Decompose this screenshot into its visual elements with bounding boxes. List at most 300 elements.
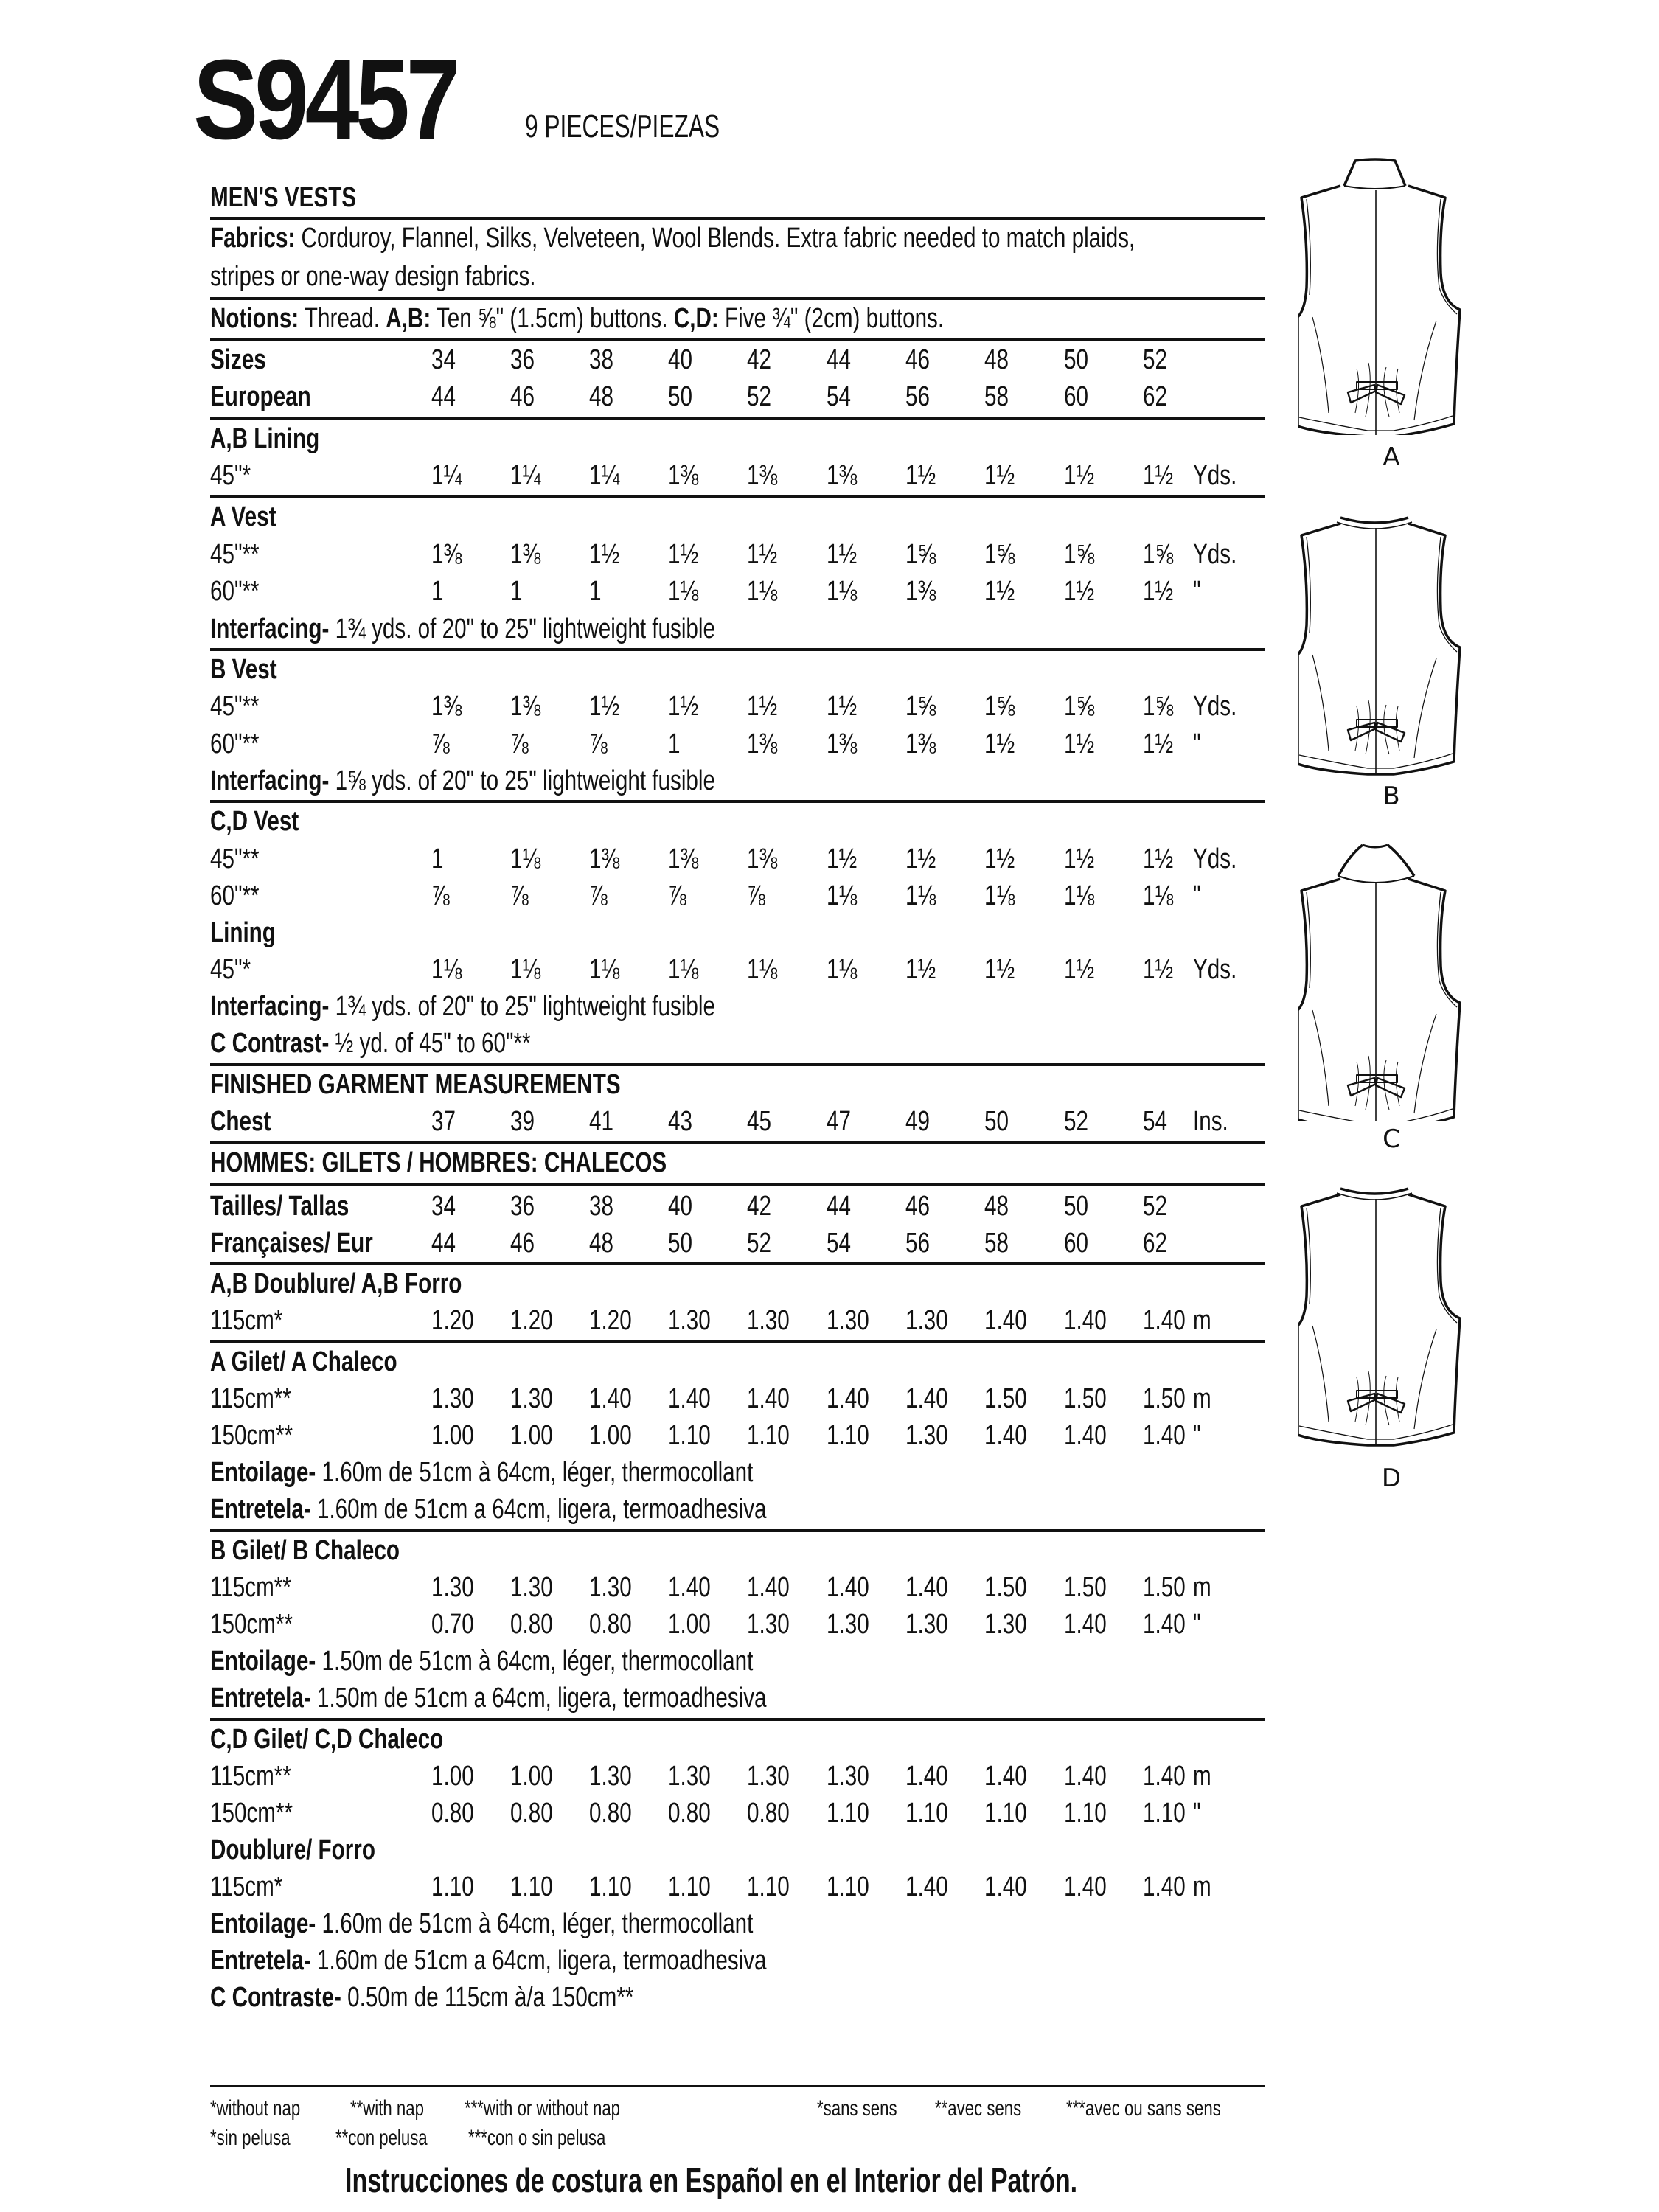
footnote-en-3: ***with or without nap [465, 2096, 621, 2121]
a-gilet-title: A Gilet/ A Chaleco [210, 1346, 397, 1377]
view-b-illustration [1298, 509, 1482, 793]
row-label: 45"** [210, 691, 260, 722]
cell-size-2: 1.00 [510, 1761, 553, 1792]
cell-size-2: 1.30 [510, 1383, 553, 1414]
cell-size-5: 1⅛ [747, 954, 778, 985]
cell-size-7: 56 [905, 1228, 930, 1259]
cell-size-3: 48 [589, 381, 613, 412]
cell-size-9: 50 [1064, 344, 1088, 375]
cell-size-2: 1 [510, 576, 523, 607]
cell-size-3: 1 [589, 576, 602, 607]
cell-size-4: 1⅛ [668, 576, 699, 607]
european-row [210, 378, 1279, 415]
cell-size-8: 1.40 [984, 1761, 1027, 1792]
cell-size-8: 1⅝ [984, 691, 1015, 722]
row-label: Sizes [210, 344, 266, 375]
cell-size-3: 1⅜ [589, 844, 620, 874]
a-vest-interfacing-label: Interfacing- [210, 613, 330, 644]
cell-size-6: 1½ [827, 844, 858, 874]
cell-size-5: 0.80 [747, 1798, 790, 1829]
cell-size-6: 1⅛ [827, 576, 858, 607]
cell-size-7: 1⅝ [905, 539, 936, 570]
cell-size-6: 1.10 [827, 1871, 869, 1902]
cell-size-3: 1¼ [589, 460, 620, 491]
b-vest-interfacing-text: 1⅝ yds. of 20" to 25" lightweight fusible [335, 765, 715, 796]
notions-thread: Thread. [304, 303, 380, 334]
cell-size-1: 1 [431, 844, 444, 874]
b-vest-title: B Vest [210, 654, 277, 685]
cell-size-7: 46 [905, 1191, 930, 1222]
a-gilet-entretela-label: Entretela- [210, 1494, 311, 1525]
cell-size-1: 1.00 [431, 1420, 474, 1451]
cell-size-5: 1.10 [747, 1420, 790, 1451]
footnote-fr-1: *sans sens [817, 2096, 897, 2121]
cd-lining-45-row [210, 951, 1279, 988]
row-unit: " [1193, 880, 1201, 911]
cell-size-10: 1.40 [1143, 1871, 1186, 1902]
row-unit: " [1193, 728, 1201, 759]
cell-size-2: 1⅛ [510, 954, 541, 985]
cell-size-3: 1½ [589, 539, 620, 570]
cell-size-3: ⅞ [589, 728, 608, 759]
notions-cd-text: Five ¾" (2cm) buttons. [724, 303, 945, 334]
cell-size-5: 1.10 [747, 1871, 790, 1902]
b-gilet-entoilage [210, 1643, 753, 1680]
cell-size-9: 1½ [1064, 576, 1095, 607]
c-contraste-text: 0.50m de 115cm à/a 150cm** [347, 1982, 634, 2013]
row-label: 45"* [210, 954, 251, 985]
a-vest-45-row [210, 536, 1279, 573]
c-contrast [210, 1025, 531, 1062]
footnote-fr-2: **avec sens [935, 2096, 1022, 2121]
footnote-divider [210, 2085, 1265, 2087]
cell-size-9: 1½ [1064, 844, 1095, 874]
cell-size-10: 1½ [1143, 460, 1174, 491]
cell-size-6: 1.40 [827, 1383, 869, 1414]
view-d-illustration [1298, 1180, 1482, 1464]
cell-size-6: 1½ [827, 539, 858, 570]
cell-size-7: 1.40 [905, 1871, 948, 1902]
cell-size-3: 38 [589, 1191, 613, 1222]
row-unit: Yds. [1193, 539, 1237, 570]
fabrics-line-2: stripes or one-way design fabrics. [210, 261, 536, 292]
cell-size-10: 1⅛ [1143, 880, 1174, 911]
cell-size-6: 1.10 [827, 1798, 869, 1829]
b-vest-45-row [210, 688, 1279, 725]
row-label: Chest [210, 1106, 271, 1137]
cell-size-8: 1.40 [984, 1420, 1027, 1451]
cell-size-6: 44 [827, 1191, 851, 1222]
cell-size-10: 1.40 [1143, 1420, 1186, 1451]
c-contraste [210, 1979, 633, 2016]
cell-size-8: 1½ [984, 844, 1015, 874]
cell-size-3: 1.30 [589, 1572, 632, 1603]
cell-size-1: 0.70 [431, 1609, 474, 1640]
cell-size-1: 1⅜ [431, 539, 462, 570]
cd-doublure-title: Doublure/ Forro [210, 1834, 375, 1865]
cell-size-8: 1⅝ [984, 539, 1015, 570]
a-gilet-entoilage-label: Entoilage- [210, 1457, 316, 1488]
cell-size-9: 1⅝ [1064, 539, 1095, 570]
row-unit: m [1193, 1572, 1211, 1603]
cell-size-7: 1⅜ [905, 728, 936, 759]
cell-size-6: 1⅜ [827, 728, 858, 759]
row-unit: " [1193, 1609, 1201, 1640]
cell-size-4: 0.80 [668, 1798, 711, 1829]
cell-size-3: 0.80 [589, 1798, 632, 1829]
cell-size-4: 40 [668, 344, 692, 375]
cell-size-5: 42 [747, 344, 771, 375]
row-label: 115cm* [210, 1305, 283, 1336]
cd-gilet-entretela [210, 1942, 767, 1979]
cell-size-3: 1.30 [589, 1761, 632, 1792]
fabrics-line-1 [210, 220, 1135, 257]
notions-ab-text: Ten ⅝" (1.5cm) buttons. [436, 303, 668, 334]
cell-size-8: 48 [984, 344, 1009, 375]
fabrics-label: Fabrics: [210, 223, 296, 254]
cell-size-1: 37 [431, 1106, 456, 1137]
cell-size-7: 49 [905, 1106, 930, 1137]
cell-size-3: 1⅛ [589, 954, 620, 985]
cd-gilet-entretela-label: Entretela- [210, 1945, 311, 1976]
cell-size-2: 46 [510, 381, 535, 412]
cell-size-5: 1⅜ [747, 844, 778, 874]
row-unit: Yds. [1193, 954, 1237, 985]
cell-size-3: 1.10 [589, 1871, 632, 1902]
cell-size-2: 1¼ [510, 460, 541, 491]
cell-size-1: ⅞ [431, 880, 450, 911]
cell-size-10: 1½ [1143, 576, 1174, 607]
divider [210, 1183, 1265, 1186]
cell-size-2: 1.30 [510, 1572, 553, 1603]
cd-gilet-115-row [210, 1758, 1279, 1795]
b-gilet-115-row [210, 1569, 1279, 1606]
cd-vest-60-row [210, 877, 1279, 914]
row-unit: Yds. [1193, 844, 1237, 874]
cd-gilet-entretela-text: 1.60m de 51cm a 64cm, ligera, termoadhesiva [316, 1945, 767, 1976]
cell-size-6: 54 [827, 381, 851, 412]
cell-size-10: 1.50 [1143, 1383, 1186, 1414]
cell-size-6: 1⅜ [827, 460, 858, 491]
cell-size-8: 58 [984, 1228, 1009, 1259]
cell-size-2: 1.00 [510, 1420, 553, 1451]
cell-size-10: 1.40 [1143, 1609, 1186, 1640]
row-label: 115cm** [210, 1761, 291, 1792]
tailles-row [210, 1188, 1279, 1225]
view-label-b: B [1382, 782, 1400, 811]
cell-size-2: ⅞ [510, 880, 529, 911]
cell-size-7: 1.30 [905, 1305, 948, 1336]
row-label: 150cm** [210, 1609, 293, 1640]
cd-vest-interfacing-label: Interfacing- [210, 991, 330, 1022]
cell-size-6: 54 [827, 1228, 851, 1259]
row-unit: m [1193, 1383, 1211, 1414]
cell-size-4: 1½ [668, 539, 699, 570]
cell-size-6: 1.30 [827, 1305, 869, 1336]
cell-size-1: 44 [431, 1228, 456, 1259]
cell-size-5: 1⅛ [747, 576, 778, 607]
c-contraste-label: C Contraste- [210, 1982, 341, 2013]
cell-size-9: 50 [1064, 1191, 1088, 1222]
cell-size-8: 1.50 [984, 1383, 1027, 1414]
notions-cd-label: C,D: [673, 303, 719, 334]
ab-doublure-115-row [210, 1302, 1279, 1339]
cell-size-9: 52 [1064, 1106, 1088, 1137]
cell-size-5: 1½ [747, 691, 778, 722]
cd-gilet-entoilage-text: 1.60m de 51cm à 64cm, léger, thermocollant [321, 1908, 754, 1939]
sizes-row [210, 341, 1279, 378]
cell-size-4: 50 [668, 381, 692, 412]
row-label: Françaises/ Eur [210, 1228, 373, 1259]
cell-size-3: 0.80 [589, 1609, 632, 1640]
cell-size-7: 1.40 [905, 1572, 948, 1603]
cell-size-3: 1.40 [589, 1383, 632, 1414]
cell-size-8: 1.30 [984, 1609, 1027, 1640]
francaises-row [210, 1225, 1279, 1262]
row-label: Tailles/ Tallas [210, 1191, 349, 1222]
ab-lining-45-row [210, 457, 1279, 494]
cell-size-3: 48 [589, 1228, 613, 1259]
cell-size-7: 1.30 [905, 1420, 948, 1451]
cell-size-5: 1⅜ [747, 728, 778, 759]
cell-size-6: 44 [827, 344, 851, 375]
cell-size-4: 1.40 [668, 1383, 711, 1414]
cell-size-8: 1⅛ [984, 880, 1015, 911]
footnote-fr-3: ***avec ou sans sens [1066, 2096, 1221, 2121]
cell-size-6: 1⅛ [827, 954, 858, 985]
view-label-d: D [1381, 1464, 1402, 1493]
cell-size-2: 0.80 [510, 1609, 553, 1640]
row-label: 45"** [210, 844, 260, 874]
cell-size-3: 1.20 [589, 1305, 632, 1336]
pattern-number: S9457 [193, 36, 457, 163]
notions-label: Notions: [210, 303, 299, 334]
cell-size-1: 1⅛ [431, 954, 462, 985]
cell-size-4: 1⅜ [668, 844, 699, 874]
b-gilet-entoilage-label: Entoilage- [210, 1646, 316, 1677]
cd-gilet-title: C,D Gilet/ C,D Chaleco [210, 1724, 444, 1755]
row-label: 115cm** [210, 1572, 291, 1603]
footnote-es-2: **con pelusa [335, 2126, 428, 2150]
cell-size-8: 1.40 [984, 1305, 1027, 1336]
cell-size-7: 1⅜ [905, 576, 936, 607]
row-label: 45"* [210, 460, 251, 491]
cell-size-6: 1.30 [827, 1761, 869, 1792]
cell-size-3: 1.00 [589, 1420, 632, 1451]
cell-size-8: 58 [984, 381, 1009, 412]
cell-size-6: 1.10 [827, 1420, 869, 1451]
view-c-illustration [1298, 841, 1482, 1124]
b-gilet-entretela-label: Entretela- [210, 1683, 311, 1714]
cell-size-10: 1½ [1143, 954, 1174, 985]
footnote-es-1: *sin pelusa [210, 2126, 291, 2150]
footnote-en-1: *without nap [210, 2096, 301, 2121]
row-label: 115cm** [210, 1383, 291, 1414]
cell-size-3: 38 [589, 344, 613, 375]
row-unit: Ins. [1193, 1106, 1228, 1137]
cell-size-10: 1⅝ [1143, 691, 1174, 722]
divider [210, 417, 1265, 420]
cell-size-2: 39 [510, 1106, 535, 1137]
cell-size-2: ⅞ [510, 728, 529, 759]
cell-size-1: 44 [431, 381, 456, 412]
cell-size-4: 1.10 [668, 1420, 711, 1451]
cell-size-9: 1⅝ [1064, 691, 1095, 722]
finished-measurements-title: FINISHED GARMENT MEASUREMENTS [210, 1069, 621, 1100]
b-gilet-title: B Gilet/ B Chaleco [210, 1535, 400, 1566]
cell-size-9: 1.50 [1064, 1572, 1107, 1603]
cell-size-1: 1¼ [431, 460, 462, 491]
cell-size-6: 47 [827, 1106, 851, 1137]
cell-size-8: 1.40 [984, 1871, 1027, 1902]
cell-size-1: 1.10 [431, 1871, 474, 1902]
cell-size-7: 1½ [905, 844, 936, 874]
cell-size-5: 1.40 [747, 1383, 790, 1414]
cell-size-10: 1⅝ [1143, 539, 1174, 570]
cell-size-2: 1⅜ [510, 539, 541, 570]
section-title-mens-vests: MEN'S VESTS [210, 182, 357, 213]
cell-size-5: ⅞ [747, 880, 765, 911]
vest-back-stand-collar-icon [1298, 425, 1482, 438]
a-vest-interfacing-text: 1¾ yds. of 20" to 25" lightweight fusible [335, 613, 715, 644]
cell-size-4: 1.10 [668, 1871, 711, 1902]
cell-size-2: 1.20 [510, 1305, 553, 1336]
cell-size-4: 1.30 [668, 1305, 711, 1336]
cell-size-9: 1.40 [1064, 1871, 1107, 1902]
cell-size-5: 42 [747, 1191, 771, 1222]
cell-size-10: 1.10 [1143, 1798, 1186, 1829]
cell-size-4: 1.00 [668, 1609, 711, 1640]
cell-size-1: 34 [431, 1191, 456, 1222]
cell-size-2: 46 [510, 1228, 535, 1259]
cell-size-1: 1.00 [431, 1761, 474, 1792]
row-label: 150cm** [210, 1420, 293, 1451]
cell-size-4: 1⅛ [668, 954, 699, 985]
vest-back-plain-neck-icon [1298, 1450, 1482, 1463]
cell-size-2: 1.10 [510, 1871, 553, 1902]
cell-size-1: 1⅜ [431, 691, 462, 722]
cell-size-9: 1.40 [1064, 1305, 1107, 1336]
cell-size-9: 60 [1064, 381, 1088, 412]
cd-gilet-150-row [210, 1795, 1279, 1832]
cell-size-1: ⅞ [431, 728, 450, 759]
row-unit: m [1193, 1761, 1211, 1792]
cell-size-7: 1.10 [905, 1798, 948, 1829]
cell-size-6: 1⅛ [827, 880, 858, 911]
notions-line [210, 300, 944, 337]
cell-size-7: 46 [905, 344, 930, 375]
cell-size-6: 1½ [827, 691, 858, 722]
cd-gilet-entoilage [210, 1905, 753, 1942]
row-label: 60"** [210, 576, 260, 607]
cell-size-3: 1½ [589, 691, 620, 722]
cell-size-5: 1⅜ [747, 460, 778, 491]
row-unit: m [1193, 1871, 1211, 1902]
cell-size-7: 1½ [905, 460, 936, 491]
cell-size-9: 1.40 [1064, 1761, 1107, 1792]
row-unit: Yds. [1193, 460, 1237, 491]
view-a-illustration [1298, 155, 1482, 439]
french-spanish-title: HOMMES: GILETS / HOMBRES: CHALECOS [210, 1147, 667, 1178]
cell-size-4: 40 [668, 1191, 692, 1222]
cd-vest-title: C,D Vest [210, 806, 299, 837]
row-unit: " [1193, 1798, 1201, 1829]
row-label: 115cm* [210, 1871, 283, 1902]
cell-size-1: 34 [431, 344, 456, 375]
footnote-es-3: ***con o sin pelusa [468, 2126, 606, 2150]
cell-size-10: 52 [1143, 344, 1167, 375]
cell-size-5: 1.30 [747, 1305, 790, 1336]
cell-size-6: 1.30 [827, 1609, 869, 1640]
cell-size-9: 1.40 [1064, 1420, 1107, 1451]
row-label: European [210, 381, 311, 412]
cell-size-10: 1½ [1143, 844, 1174, 874]
b-gilet-entoilage-text: 1.50m de 51cm à 64cm, léger, thermocollant [321, 1646, 754, 1677]
b-vest-interfacing [210, 762, 715, 799]
cell-size-6: 1.40 [827, 1572, 869, 1603]
a-gilet-entretela-text: 1.60m de 51cm a 64cm, ligera, termoadhesiva [316, 1494, 767, 1525]
cell-size-10: 52 [1143, 1191, 1167, 1222]
cell-size-7: 1.30 [905, 1609, 948, 1640]
cell-size-7: 1⅛ [905, 880, 936, 911]
cell-size-10: 1.40 [1143, 1305, 1186, 1336]
b-gilet-150-row [210, 1606, 1279, 1643]
cell-size-5: 45 [747, 1106, 771, 1137]
cell-size-10: 62 [1143, 1228, 1167, 1259]
a-vest-title: A Vest [210, 501, 276, 532]
row-unit: Yds. [1193, 691, 1237, 722]
cell-size-4: 1.40 [668, 1572, 711, 1603]
cell-size-4: 43 [668, 1106, 692, 1137]
cell-size-4: 1⅜ [668, 460, 699, 491]
a-vest-60-row [210, 573, 1279, 610]
view-label-a: A [1382, 442, 1400, 472]
cell-size-2: 0.80 [510, 1798, 553, 1829]
cell-size-8: 48 [984, 1191, 1009, 1222]
cell-size-7: 56 [905, 381, 930, 412]
spanish-instructions-note: Instrucciones de costura en Español en el Interior del Patrón. [345, 2161, 1078, 2199]
b-vest-60-row [210, 726, 1279, 762]
footnote-en-2: **with nap [350, 2096, 424, 2121]
cell-size-2: 1⅜ [510, 691, 541, 722]
cell-size-8: 1½ [984, 954, 1015, 985]
cell-size-10: 1½ [1143, 728, 1174, 759]
cell-size-9: 60 [1064, 1228, 1088, 1259]
cell-size-8: 1½ [984, 728, 1015, 759]
a-gilet-entretela [210, 1491, 767, 1528]
ab-doublure-title: A,B Doublure/ A,B Forro [210, 1268, 462, 1299]
cell-size-5: 52 [747, 381, 771, 412]
cell-size-1: 1.20 [431, 1305, 474, 1336]
row-unit: " [1193, 576, 1201, 607]
cd-doublure-115-row [210, 1868, 1279, 1905]
cell-size-5: 1.30 [747, 1761, 790, 1792]
cell-size-9: 1.10 [1064, 1798, 1107, 1829]
piece-count: 9 PIECES/PIEZAS [525, 108, 720, 145]
cell-size-2: 36 [510, 1191, 535, 1222]
a-gilet-115-row [210, 1380, 1279, 1417]
cell-size-1: 0.80 [431, 1798, 474, 1829]
a-gilet-entoilage-text: 1.60m de 51cm à 64cm, léger, thermocollant [321, 1457, 754, 1488]
row-label: 150cm** [210, 1798, 293, 1829]
divider [210, 648, 1265, 651]
cell-size-4: 1 [668, 728, 681, 759]
cd-vest-45-row [210, 841, 1279, 877]
cell-size-3: ⅞ [589, 880, 608, 911]
cell-size-9: 1½ [1064, 460, 1095, 491]
fabrics-text: Corduroy, Flannel, Silks, Velveteen, Wool Blends. Extra fabric needed to match plaids, [301, 223, 1135, 254]
cell-size-10: 1.50 [1143, 1572, 1186, 1603]
